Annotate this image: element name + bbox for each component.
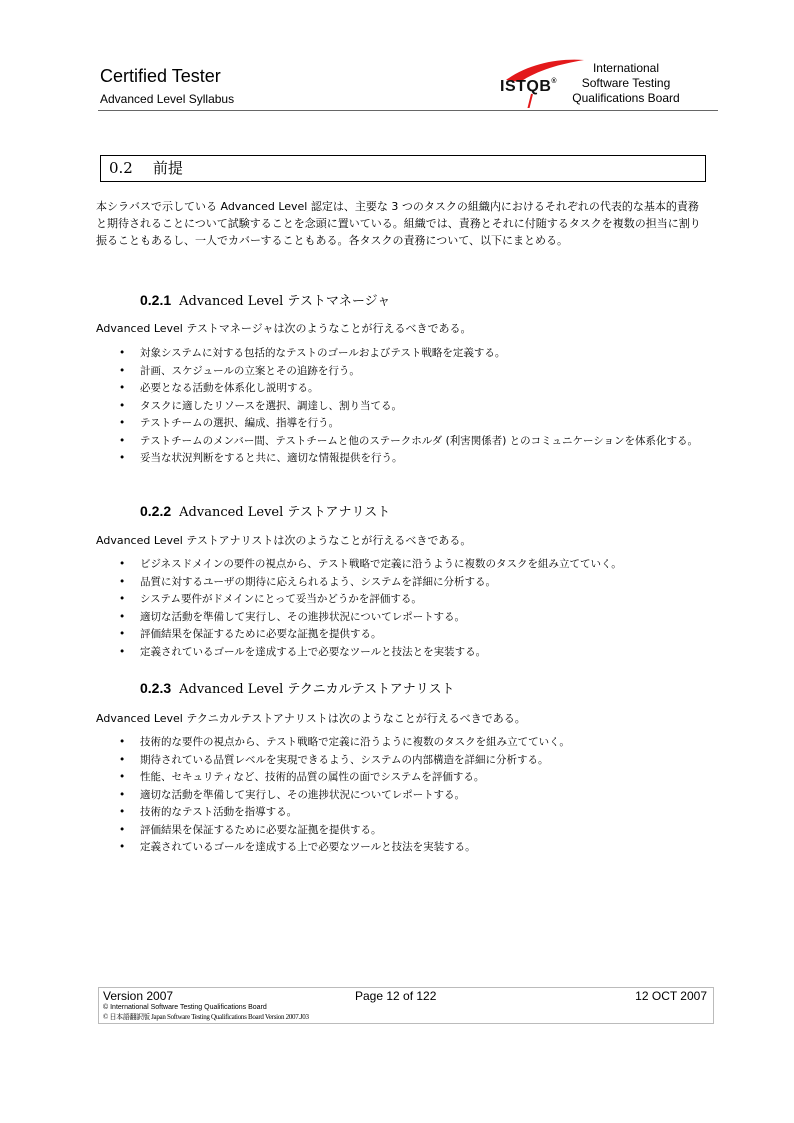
org-line-3: Qualifications Board: [572, 91, 680, 105]
header-subtitle: Advanced Level Syllabus: [100, 92, 235, 106]
subsection-lead: Advanced Level テストアナリストは次のようなことが行えるべきである。: [96, 534, 472, 547]
page-header: [98, 58, 716, 110]
section-title: 前提: [152, 159, 183, 177]
list-item: • 期待されている品質レベルを実現できるよう、システムの内部構造を詳細に分析する。: [119, 753, 549, 766]
list-item: • システム要件がドメインにとって妥当かどうかを評価する。: [119, 593, 422, 605]
header-title: Certified Tester: [100, 66, 221, 86]
footer-date: 12 OCT 2007: [635, 989, 707, 1003]
footer-version: Version 2007: [103, 989, 174, 1003]
bullet-list: [118, 734, 708, 857]
list-item: • ビジネスドメインの要件の視点から、テスト戦略で定義に沿うように複数のタスクを組み立てていく。: [119, 558, 622, 570]
org-name: [556, 61, 696, 106]
list-item: • 技術的なテスト活動を指導する。: [119, 806, 298, 818]
list-item: • 評価結果を保証するために必要な証拠を提供する。: [119, 823, 382, 836]
page-footer: [98, 987, 714, 1024]
org-line-2: Software Testing: [581, 76, 671, 90]
list-item: • 必要となる活動を体系化し説明する。: [119, 382, 319, 394]
section-number: 0.2: [109, 159, 133, 177]
bullet-list: [118, 556, 708, 661]
list-item: • 定義されているゴールを達成する上で必要なツールと技法とを実装する。: [119, 645, 487, 658]
list-item: • 適切な活動を準備して実行し、その進捗状況についてレポートする。: [119, 610, 465, 623]
section-heading: [100, 155, 706, 182]
subsection-heading: 0.2.2 Advanced Level テストアナリスト: [140, 503, 391, 520]
logo-text: ISTQB®: [500, 78, 558, 95]
section-intro: 本シラバスで示している Advanced Level 認定は、主要な 3 つのタスクの組織内におけるそれぞれの代表的な基本的責務と期待されることについて試験することを念頭に置いている。組織では、責務とそれに付随するタスクを複数の担当に割り振ることもあるし、一人でカバーすることもある。各タスクの責務について、以下にまとめる。: [96, 200, 701, 247]
list-item: • 適切な活動を準備して実行し、その進捗状況についてレポートする。: [119, 788, 465, 801]
footer-page-number: Page 12 of 122: [355, 989, 437, 1003]
org-line-1: International: [592, 61, 660, 75]
list-item: • タスクに適したリソースを選択、調達し、割り当てる。: [119, 399, 402, 412]
header-divider: [98, 110, 718, 111]
subsection-heading: 0.2.3 Advanced Level テクニカルテストアナリスト: [140, 680, 455, 697]
list-item: • 技術的な要件の視点から、テスト戦略で定義に沿うように複数のタスクを組み立てていく。: [119, 736, 570, 748]
bullet-list: [118, 345, 708, 468]
footer-copyright-japan: © 日本語翻訳版 Japan Software Testing Qualifications Board Version 2007.J03: [103, 1013, 309, 1021]
list-item: • 定義されているゴールを達成する上で必要なツールと技法を実装する。: [119, 841, 476, 853]
list-item: • 品質に対するユーザの期待に応えられるよう、システムを詳細に分析する。: [119, 575, 496, 588]
list-item: • 計画、スケジュールの立案とその追跡を行う。: [119, 364, 360, 377]
list-item: • テストチームのメンバー間、テストチームと他のステークホルダ (利害関係者) とのコミュニケーションを体系化する。: [119, 434, 699, 447]
subsection-lead: Advanced Level テクニカルテストアナリストは次のようなことが行えるべきである。: [96, 712, 526, 725]
list-item: • 対象システムに対する包括的なテストのゴールおよびテスト戦略を定義する。: [119, 347, 506, 359]
subsection-lead: Advanced Level テストマネージャは次のようなことが行えるべきである。: [96, 322, 472, 335]
subsection-heading: 0.2.1 Advanced Level テストマネージャ: [140, 292, 391, 309]
list-item: • テストチームの選択、編成、指導を行う。: [119, 417, 340, 429]
list-item: • 性能、セキュリティなど、技術的品質の属性の面でシステムを評価する。: [119, 771, 485, 783]
list-item: • 妥当な状況判断をすると共に、適切な情報提供を行う。: [119, 452, 403, 464]
footer-copyright: © International Software Testing Qualifications Board: [103, 1004, 267, 1011]
list-item: • 評価結果を保証するために必要な証拠を提供する。: [119, 628, 382, 640]
